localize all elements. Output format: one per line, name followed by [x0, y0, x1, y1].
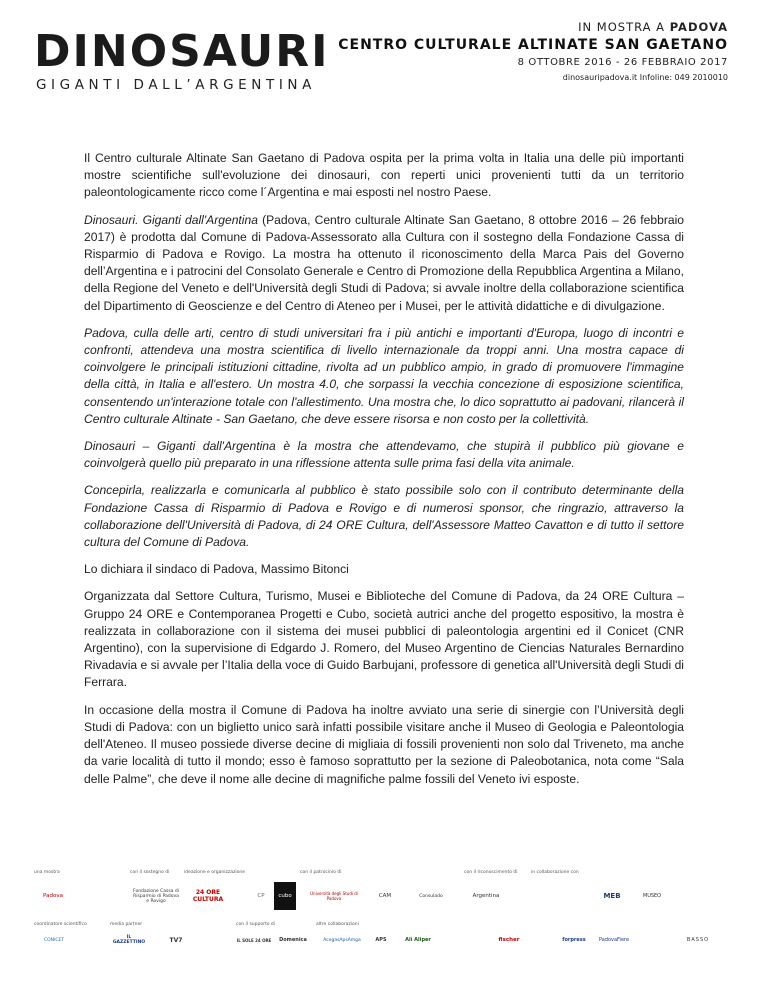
logo-24ore-cultura: 24 ORE CULTURA [192, 889, 224, 903]
sponsor-footer [34, 868, 734, 978]
logo-cubo: cubo [274, 882, 296, 910]
footer-label-supporto: con il supporto di [236, 922, 276, 927]
footer-label-sostegno: con il sostegno di [130, 870, 170, 875]
exhibition-logo-subtitle: GIGANTI DALL’ARGENTINA [36, 77, 316, 93]
exhibition-logo-title: DINOSAURI [34, 26, 330, 77]
paragraph-quote-3: Concepirla, realizzarla e comunicarla al pubblico è stato possibile solo con il contributo determinante della Fondazione Cassa di Risparmio di Padova e Rovigo e di numerosi sponsor, che ringrazio, attraverso la collaborazione dell'Università di Padova, di 24 ORE Cultura, dell'Assessore Matteo Cavatton e di tutto il settore cultura del Comune di Padova. [84, 483, 684, 550]
page-header [0, 0, 768, 110]
paragraph-intro: Il Centro culturale Altinate San Gaetano di Padova ospita per la prima volta in Italia una delle più importanti mostre scientifiche sull'evoluzione dei dinosauri, con reperti unici provenienti tutti da un territorio paleontologicamente ricco come l´Argentina e mai esposti nel nostro Paese. [84, 151, 684, 200]
contact-info: dinosauripadova.it Infoline: 049 2010010 [562, 73, 728, 82]
footer-label-altre: altre collaborazioni [316, 922, 359, 927]
paragraph-quote-2: Dinosauri – Giganti dall'Argentina è la mostra che attendevamo, che stupirà il pubblico più giovane e coinvolgerà quello più preparato in una riflessione attenta sulle prima fasi della vita animale. [84, 439, 684, 471]
location-prefix: IN MOSTRA A [578, 20, 670, 34]
logo-tv7: TV7 [169, 936, 183, 944]
paragraph-production-rest: (Padova, Centro culturale Altinate San Gaetano, 8 ottobre 2016 – 26 febbraio 2017) è prodotta dal Comune di Padova-Assessorato alla Cultura con il sostegno della Fondazione Cassa di Risparmio di Padova e Rovigo. La mostra ha ottenuto il riconoscimento della Marca Pais del Governo dell’Argentina e i patrocini del Consolato Generale e Centro di Promozione della Repubblica Argentina a Milano, della Regione del Veneto e dell'Università degli Studi di Padova; si avvale inoltre della collaborazione scientifica del Dipartimento di Geoscienze e del Centro di Ateneo per i Musei, per le attività didattiche e di divulgazione. [84, 212, 684, 313]
footer-label-organizzazione: ideazione e organizzazione [184, 870, 245, 875]
logo-domenica: Domenica [279, 937, 307, 943]
logo-marca-argentina: Argentina [472, 893, 500, 899]
paragraph-attribution: Lo dichiara il sindaco di Padova, Massimo Bitonci [84, 562, 349, 577]
footer-label-mostra: una mostra [34, 870, 60, 875]
exhibition-title-italic: Dinosauri. Giganti dall'Argentina [84, 212, 258, 227]
logo-fondazione: Fondazione Cassa di Risparmio di Padova e Rovigo [133, 888, 179, 904]
logo-contemporanea: CP [257, 893, 265, 899]
logo-gazzettino: IL GAZZETTINO [112, 935, 146, 945]
logo-padovafiere: PadovaFiere [598, 937, 630, 943]
logo-ali-aliper: Alì Aliper [405, 937, 431, 943]
location-line [338, 20, 728, 34]
logo-museo: MUSEO [642, 893, 662, 899]
paragraph-university: In occasione della mostra il Comune di Padova ha inoltre avviato una serie di sinergie con l’Università degli Studi di Padova: con un biglietto unico sarà infatti possibile visitare anche il Museo di Geologia e Paleontologia dell'Ateneo. Il museo possiede diverse decine di migliaia di fossili provenienti non solo dal Triveneto, ma anche da varie località di tutto il mondo; esso è famoso soprattutto per la sezione di Paleobotanica, nota come “Sala delle Palme”, che deve il nome alle decine di magnifiche palme fossili del Veneto ivi esposte. [84, 702, 684, 786]
paragraph-production [84, 212, 684, 315]
logo-fischer: fischer [498, 937, 520, 943]
footer-label-collaborazione: in collaborazione con [531, 870, 579, 875]
footer-label-patrocinio: con il patrocinio di [300, 870, 342, 875]
location-city: PADOVA [669, 20, 728, 34]
logo-consulado: Consulado [419, 893, 443, 899]
logo-comune-padova: Padova [43, 893, 63, 899]
logo-acegas: AcegasApsAmga [323, 937, 361, 943]
footer-label-media: media partner [110, 922, 143, 927]
press-release-body [84, 150, 684, 798]
exhibition-dates: 8 OTTOBRE 2016 - 26 FEBBRAIO 2017 [517, 57, 728, 68]
footer-label-riconoscimento: con il riconoscimento di [464, 870, 518, 875]
logo-cam: CAM [378, 893, 392, 899]
footer-label-coordinatore: coordinatore scientifico [34, 922, 87, 927]
logo-universita-padova: Università degli Studi di Padova [310, 891, 358, 901]
logo-basso: BASSO [686, 937, 710, 943]
logo-sole24ore: IL SOLE 24 ORE [236, 937, 272, 943]
paragraph-organization: Organizzata dal Settore Cultura, Turismo, Musei e Biblioteche del Comune di Padova, da 24 ORE Cultura – Gruppo 24 ORE e Contemporanea Progetti e Cubo, società autrici anche del progetto espositivo, la mostra è realizzata in collaborazione con il sistema dei musei pubblici di paleontologia argentini ed il Conicet (CNR Argentino), con la supervisione di Edgardo J. Romero, del Museo Argentino de Ciencias Naturales Bernardino Rivadavia e si avvale per l’Italia della voce di Guido Barbujani, professore di genetica all'Università degli Studi di Ferrara. [84, 589, 684, 690]
header-info [338, 20, 728, 82]
logo-aps: APS [375, 937, 387, 943]
logo-meb: MEB [603, 892, 621, 900]
logo-conicet: CONICET [43, 937, 65, 943]
venue-name: CENTRO CULTURALE ALTINATE SAN GAETANO [338, 37, 728, 53]
paragraph-quote-1: Padova, culla delle arti, centro di studi universitari fra i più antichi e importanti d'Europa, luogo di incontri e confronti, attendeva una mostra scientifica di livello internazionale da troppi anni. Una mostra capace di coinvolgere le principali istituzioni cittadine, rivolta ad un pubblico ampio, in grado di promuovere l'immagine della città, in Italia e all'estero. Un mostra 4.0, che sorpassi la vecchia concezione di esposizione scientifica, consentendo un'interazione totale con l'allestimento. Una mostra che, lo dico soprattutto ai padovani, rilancerà il Centro culturale Altinate - San Gaetano, che deve essere risorsa e non costo per la collettività. [84, 325, 684, 426]
logo-forpress: forpress [562, 937, 586, 943]
